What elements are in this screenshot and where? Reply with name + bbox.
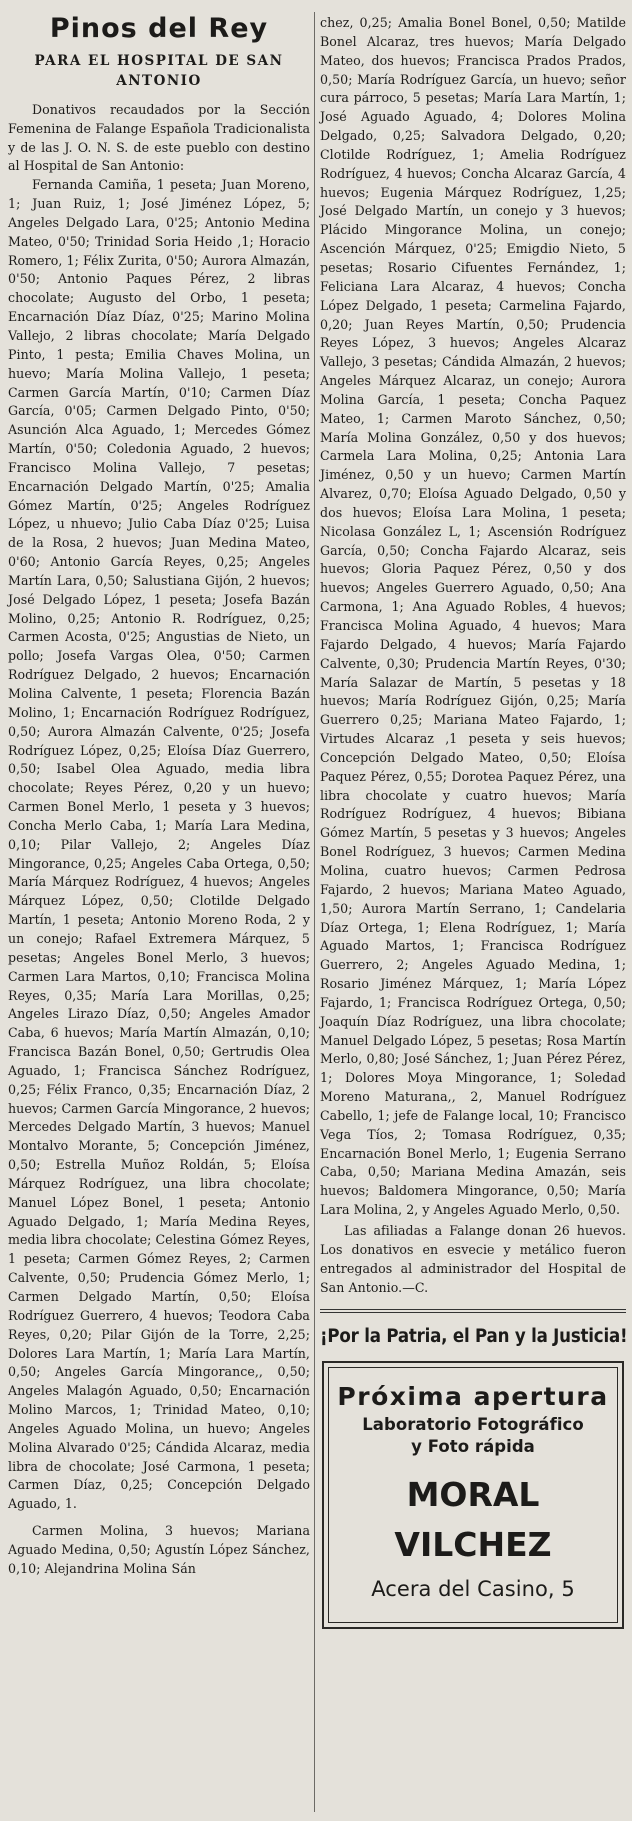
article-subtitle: PARA EL HOSPITAL DE SAN ANTONIO	[34, 52, 284, 89]
section-divider	[320, 1309, 626, 1313]
ad-business-name: MORAL VILCHEZ	[394, 1475, 552, 1565]
advertisement-inner	[328, 1367, 618, 1623]
column-divider	[314, 12, 315, 1812]
right-column	[320, 14, 626, 1629]
advertisement-box	[322, 1361, 624, 1629]
donor-list-left-tail: Carmen Molina, 3 huevos; Mariana Aguado Medina, 0,50; Agustín López Sánchez, 0,10; Alejandrina Molina Sán	[8, 1523, 310, 1576]
ad-headline: Próxima apertura	[337, 1382, 609, 1412]
donor-list-left: Fernanda Camiña, 1 peseta; Juan Moreno, 1; Juan Ruiz, 1; José Jiménez López, 5; Angeles Delgado Lara, 0'25; Antonio Medina Mateo, 0'50; Trinidad Soria Heido ,1; Horacio Romero, 1; Félix Zurita, 0'50; Aurora Almazán, 0'50; Antonio Paques Pérez, 2 libras chocolate; Augusto del Orbo, 1 peseta; Encarnación Díaz Díaz, 0'25; Marino Molina Vallejo, 2 libras chocolate; María Delgado Pinto, 1 pesta; Emilia Chaves Molina, un huevo; María Molina Vallejo, 1 peseta; Carmen García Martín, 0'10; Carmen Díaz García, 0'05; Carmen Delgado Pinto, 0'50; Asunción Alca Aguado, 1; Mercedes Gómez Martín, 0'50; Coledonia Aguado, 2 huevos; Francisco Molina Vallejo, 7 pesetas; Encarnación Delgado Martín, 0'25; Amalia Gómez Martín, 0'25; Angeles Rodríguez López, u nhuevo; Julio Caba Díaz 0'25; Luisa de la Rosa, 2 huevos; Juan Medina Mateo, 0'60; Antonio García Reyes, 0,25; Angeles Martín Lara, 0,50; Salustiana Gijón, 2 huevos; José Delgado López, 1 peseta; Josefa Bazán Molino, 0,25; Antonio R. Rodríguez, 0,25; Carmen Acosta, 0'25; Angustias de Nieto, un pollo; Josefa Vargas Olea, 0'50; Carmen Rodríguez Delgado, 2 huevos; Encarnación Molina Calvente, 1 peseta; Florencia Bazán Molino, 1; Encarnación Rodríguez Rodríguez, 0,50; Aurora Almazán Calvente, 0'25; Josefa Rodríguez López, 0,25; Eloísa Díaz Guerrero, 0,50; Isabel Olea Aguado, media libra chocolate; Reyes Pérez, 0,20 y un huevo; Carmen Bonel Merlo, 1 peseta y 3 huevos; Concha Merlo Caba, 1; María Lara Medina, 0,10; Pilar Vallejo, 2; Angeles Díaz Mingorance, 0,25; Angeles Caba Ortega, 0,50; María Márquez Rodríguez, 4 huevos; Angeles Márquez López, 0,50; Clotilde Delgado Martín, 1 peseta; Antonio Moreno Roda, 2 y un conejo; Rafael Extremera Márquez, 5 pesetas; Angeles Bonel Merlo, 3 huevos; Carmen Lara Martos, 0,10; Francisca Molina Reyes, 0,35; María Lara Morillas, 0,25; Angeles Lirazo Díaz, 0,50; Angeles Amador Caba, 6 huevos; María Martín Almazán, 0,10; Francisca Bazán Bonel, 0,50; Gertrudis Olea Aguado, 1; Francisca Sánchez Rodríguez, 0,25; Félix Franco, 0,35; Encarnación Díaz, 2 huevos; Carmen García Mingorance, 2 huevos; Mercedes Delgado Martín, 3 huevos; Manuel Montalvo Morante, 5; Concepción Jiménez, 0,50; Estrella Muñoz Roldán, 5; Eloísa Márquez Rodríguez, una libra chocolate; Manuel López Bonel, 1 peseta; Antonio Aguado Delgado, 1; María Medina Reyes, media libra chocolate; Celestina Gómez Reyes, 1 peseta; Carmen Gómez Reyes, 2; Carmen Calvente, 0,50; Prudencia Gómez Merlo, 1; Carmen Delgado Martín, 0,50; Eloísa Rodríguez Guerrero, 4 huevos; Teodora Caba Reyes, 0,20; Pilar Gijón de la Torre, 2,25; Dolores Lara Martín, 1; María Lara Martín, 0,50; Angeles García Mingorance,, 0,50; Angeles Malagón Aguado, 0,50; Encarnación Molino Marcos, 1; Trinidad Mateo, 0,10; Angeles Aguado Molina, un huevo; Angeles Molina Alvarado 0'25; Cándida Alcaraz, media libra de chocolate; José Carmona, 1 peseta; Carmen Díaz, 0,25; Concepción Delgado Aguado, 1.	[8, 177, 311, 1512]
article-intro: Donativos recaudados por la Sección Femenina de Falange Española Tradicionalista y de las J. O. N. S. de este pueblo con destino al Hospital de San Antonio:	[8, 101, 310, 174]
ad-line-2: y Foto rápida	[411, 1437, 535, 1457]
article-title: Pinos del Rey	[49, 13, 269, 44]
ad-address: Acera del Casino, 5	[371, 1577, 575, 1602]
slogan-banner: ¡Por la Patria, el Pan y la Justicia!	[320, 1326, 628, 1348]
ad-line-1: Laboratorio Fotográfico	[362, 1415, 584, 1435]
article-closing: Las afiliadas a Falange donan 26 huevos. Los donativos en esvecie y metálico fueron entregados al administrador del Hospital de San Antonio.—C.	[320, 1223, 626, 1295]
left-column	[8, 14, 310, 1579]
donor-list-right: chez, 0,25; Amalia Bonel Bonel, 0,50; Matilde Bonel Alcaraz, tres huevos; María Delgado Mateo, dos huevos; Francisca Prados Prados, 0,50; María Rodríguez García, un huevo; señor cura párroco, 5 pesetas; María Lara Martín, 1; José Aguado Aguado, 4; Dolores Molina Delgado, 0,25; Salvadora Delgado, 0,20; Clotilde Rodríguez, 1; Amelia Rodríguez Rodríguez, 4 huevos; Concha Alcaraz García, 4 huevos; Eugenia Márquez Rodríguez, 1,25; José Delgado Martín, un conejo y 3 huevos; Plácido Mingorance Molina, un conejo; Ascención Márquez, 0'25; Emigdio Nieto, 5 pesetas; Rosario Cifuentes Fernández, 1; Feliciana Lara Alcaraz, 4 huevos; Concha López Delgado, 1 peseta; Carmelina Fajardo, 0,20; Juan Reyes Martín, 0,50; Prudencia Reyes López, 3 huevos; Angeles Alcaraz Vallejo, 3 pesetas; Cándida Almazán, 2 huevos; Angeles Márquez Alcaraz, un conejo; Aurora Molina García, 1 peseta; Concha Paquez Mateo, 1; Carmen Maroto Sánchez, 0,50; María Molina González, 0,50 y dos huevos; Carmela Lara Molina, 0,25; Antonia Lara Jiménez, 0,50 y un huevo; Carmen Martín Alvarez, 0,70; Eloísa Aguado Delgado, 0,50 y dos huevos; Eloísa Lara Molina, 1 peseta; Nicolasa González L, 1; Ascensión Rodríguez García, 0,50; Concha Fajardo Alcaraz, seis huevos; Gloria Paquez Pérez, 0,50 y dos huevos; Angeles Guerrero Aguado, 0,50; Ana Carmona, 1; Ana Aguado Robles, 4 huevos; Francisca Molina Aguado, 4 huevos; Mara Fajardo Delgado, 4 huevos; María Fajardo Calvente, 0,30; Prudencia Martín Reyes, 0'30; María Salazar de Martín, 5 pesetas y 18 huevos; María Rodríguez Gijón, 0,25; María Guerrero 0,25; Mariana Mateo Fajardo, 1; Virtudes Alcaraz ,1 peseta y seis huevos; Concepción Delgado Mateo, 0,50; Eloísa Paquez Pérez, 0,55; Dorotea Paquez Pérez, una libra chocolate y cuatro huevos; María Rodríguez Rodríguez, 4 huevos; Bibiana Gómez Martín, 5 pesetas y 3 huevos; Angeles Bonel Rodríguez, 3 huevos; Carmen Medina Molina, cuatro huevos; Carmen Pedrosa Fajardo, 2 huevos; Mariana Mateo Aguado, 1,50; Aurora Martín Serrano, 1; Candelaria Díaz Ortega, 1; Elena Rodríguez, 1; María Aguado Martos, 1; Francisca Rodríguez Guerrero, 2; Angeles Aguado Medina, 1; Rosario Jiménez Márquez, 1; María López Fajardo, 1; Francisca Rodríguez Ortega, 0,50; Joaquín Díaz Rodríguez, una libra chocolate; Manuel Delgado López, 5 pesetas; Rosa Martín Merlo, 0,80; José Sánchez, 1; Juan Pérez Pérez, 1; Dolores Moya Mingorance, 1; Soledad Moreno Maturana,, 2, Manuel Rodríguez Cabello, 1; jefe de Falange local, 10; Francisco Vega Tíos, 2; Tomasa Rodríguez, 0,35; Encarnación Bonel Merlo, 1; Eugenia Serrano Caba, 0,50; Mariana Medina Amazán, seis huevos; Baldomera Mingorance, 0,50; María Lara Molina, 2, y Angeles Aguado Merlo, 0,50.	[320, 15, 626, 1218]
